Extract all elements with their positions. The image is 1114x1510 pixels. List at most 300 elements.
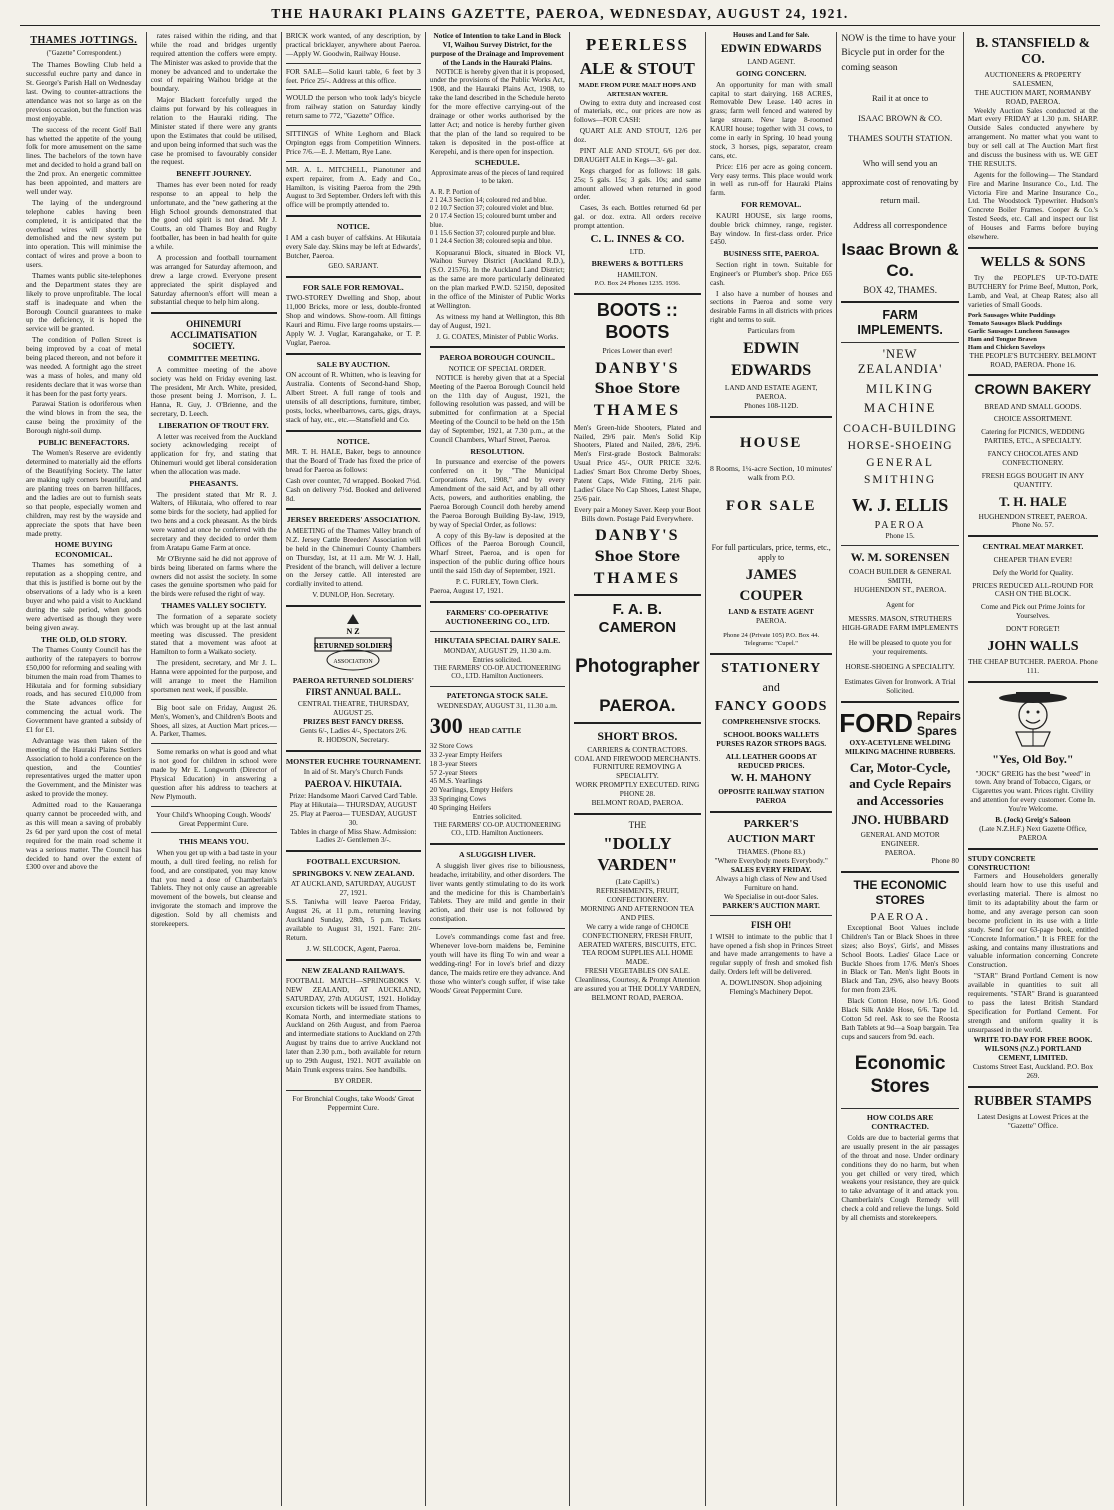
article-paragraph: The president stated that Mr R. J. Walters, of Hikutaia, who offered to rear some birds for the society, had applied for two hens and a cock pheasant. As the birds were wanted at once he conferred with the secretary and they decided to order them from Aratapu Game Farm at once.	[150, 489, 277, 552]
bicycle-address-label: Address all correspondence	[853, 219, 948, 230]
farmers-heading: FARMERS' CO-OPERATIVE AUCTIONEERING CO., LTD.	[445, 607, 550, 627]
divider	[286, 276, 421, 278]
particulars-label: Particulars from	[747, 326, 795, 336]
notice-signature: GEO. SARJANT.	[328, 262, 379, 271]
hubbard-line: PAEROA.	[884, 847, 916, 857]
euchre-heading: MONSTER EUCHRE TOURNAMENT.	[285, 756, 421, 766]
divider	[430, 631, 565, 632]
couper-location: PAEROA.	[756, 616, 787, 626]
dolly-varden-title: "DOLLY VARDEN"	[597, 833, 678, 874]
bakery-line: Catering for PICNICS, WEDDING PARTIES, ETC., A SPECIALTY.	[981, 427, 1085, 446]
article-paragraph: A committee meeting of the above society was held on Friday evening last. The president, Mr Arch. White, presided, those present being J. Morrison, J. L. Hanna, R. Guy, J. O'Brienne, and the secretary, D. Leech.	[150, 364, 277, 419]
notice-text: A MEETING of the Thames Valley branch of N.Z. Jersey Cattle Breeders' Association will be held in the Chinemuri County Chambers on Thursday, 1st, at 11 a.m. Mr W. J. Hall, President of the branch, will deliver a lecture on the Jersey cattle. All interested are cordially invited to attend.	[285, 525, 421, 589]
ford-logo: FORD	[839, 707, 913, 738]
article-paragraph: A letter was received from the Auckland society acknowledging receipt of application for fry, and stating that Ohinemuri would get liberal consideration when the allocation was made.	[150, 431, 277, 477]
house-title: HOUSE	[739, 434, 803, 451]
notice-text: ON account of R. Whitten, who is leaving for Australia. Contents of Second-hand Shop, Albert Street. A full range of tools and utensils of all descriptions, furniture, timber, posts, locks, wheelbarrows, carts, gigs, drays, stack of hay, etc., etc.—Stansfield and Co.	[285, 370, 421, 424]
car-repairs: Car, Motor-Cycle, and Cycle Repairs and Accessories	[849, 760, 952, 808]
classified-ad: BRICK work wanted, of any description, by practical bricklayer, anywhere about Paeroa.—Apply W. Goodwin, Railway House.	[285, 32, 421, 58]
divider	[968, 374, 1098, 376]
head-cattle-row	[430, 713, 565, 740]
article-paragraph: Thames wants public site-telephones and the Department states they are likely to prove unprofitable. The local staff is inadequate and when the Borough Council guarantees to make up the deficiency, it is hoped the service will be granted.	[26, 270, 142, 334]
danby-text: Men's Green-hide Shooters, Plated and Nailed, 29/6 pair. Men's Solid Kip Shooters, Plated and Nailed, 28/6, 29/6. Men's First-grade Bostock Balmorals: Usual Price 45/-, OUR PRICE 32/6. Ladies' Smart Box Chrome Derby Shoes, Patent Caps, Wide Fitting, 21/6 pair. Ladies' Glace No Cap Shoes, Latest Shape, 25/6 pair.	[573, 422, 701, 503]
column-1	[22, 32, 147, 1506]
column-8	[964, 32, 1102, 1506]
parker-line: PARKER'S AUCTION MART.	[722, 900, 820, 910]
divider	[286, 215, 421, 217]
ellis-location: PAEROA	[874, 520, 926, 532]
schedule-caption: Approximate areas of the pieces of land required to be taken.	[430, 169, 564, 186]
divider	[151, 806, 277, 807]
ford-spares: Spares	[916, 723, 957, 738]
notice-heading: NOTICE.	[336, 222, 370, 232]
notice-text: TWO-STOREY Dwelling and Shop, about 11,000 Bricks, more or less, double-fronted Shop and windows. Show-room. All fittings Kauri and Rimu. Five large rooms upstairs.—Apply W. J. Vuglar, Karangahake, or T. P. Vuglar, Paeroa.	[285, 293, 421, 347]
article-paragraph: Mr O'Brynne said he did not approve of birds being liberated on farms where the owners did not assist the society. In some cases the genuine sportsmen who paid for the birds were refused the right of way.	[150, 553, 277, 599]
column-6	[706, 32, 837, 1506]
wilsons-address: Customs Street East, Auckland. P.O. Box 269.	[972, 1062, 1094, 1080]
ford-line: OXY-ACETYLENE WELDING	[849, 738, 951, 748]
concrete-heading: STUDY CONCRETE CONSTRUCTION!	[967, 853, 1036, 872]
edwards-text: An opportunity for man with small capital to start dairying. 168 ACRES, Removable Dew Lease. 140 acres in grass; farm well fenced and watered by large stream. New large 8-roomed KAURI house; together with 31 cows, to come in early in Spring. 10 head young stock, 3 horses, pigs, separator, cream cans, etc.	[710, 79, 833, 160]
divider	[968, 247, 1098, 249]
divider	[710, 915, 832, 916]
innes-city: HAMILTON.	[617, 269, 658, 279]
divider	[286, 161, 421, 162]
stationery-line: COMPREHENSIVE STOCKS.	[721, 716, 821, 726]
article-paragraph: The formation of a separate society which was brought up at the last annual meeting was discussed. The president stated that a movement was afoot at Hamilton to form a Waikato society.	[150, 611, 277, 657]
verse-text: Love's commandings come fast and free. Whenever love-born maidens be, Feminine youth will have its fling To win and wear a wedding-ring! For in love's brief and dizzy dance, The maids retire ere they advance. And those who winter's cough suffer, if wise take Woods' Great Peppermint Cure.	[429, 932, 565, 995]
column-3	[282, 32, 426, 1506]
article-paragraph: Thames has ever been noted for ready response to an appeal to help the unfortunate, and the "new gathering at the High School grounds demonstrated that the good old spirit is not dead. Mr J. Coutts, an old Thames Boy and Rugby footballer, has been in bad health for quite a while.	[150, 179, 277, 252]
stock-item: 33 Springing Cows	[429, 794, 487, 804]
colds-heading: HOW COLDS ARE CONTRACTED.	[866, 1112, 934, 1132]
danby-subtitle: Shoe Store	[594, 381, 681, 398]
divider	[286, 430, 421, 432]
article-paragraph: The condition of Pollen Street is being improved by a coat of metal being placed thereon, and not before it was needed. A fortnight ago the street was a mass of holes, and many old residents declare that it was worse than it has been for the past forty years.	[26, 335, 142, 398]
witness-signature: J. G. COATES, Minister of Public Works.	[436, 331, 559, 341]
cameron-name: F. A. B. CAMERON	[598, 600, 677, 636]
euchre-line: Tables in charge of Miss Shaw. Admission: Ladies 2/- Gentlemen 3/-.	[290, 826, 417, 845]
edwards-subtitle: LAND AGENT.	[747, 57, 796, 67]
peerless-title: PEERLESS	[585, 35, 689, 54]
concrete-cta: WRITE TO-DAY FOR FREE BOOK.	[973, 1035, 1093, 1045]
dolly-varden-line: MORNING AND AFTERNOON TEA AND PIES.	[580, 904, 695, 922]
classified-ad: SITTINGS of White Leghorn and Black Orpington eggs from Competition Winners. Price 7/6.—E. J. Mettam, Rye Lane.	[285, 129, 421, 156]
schedule-row: 0 1 15.6 Section 37; coloured purple and blue.	[429, 229, 556, 237]
stationery-line: SCHOOL BOOKS WALLETS PURSES RAZOR STROPS BAGS.	[716, 729, 827, 748]
resolution-date: Paeroa, August 17, 1921.	[429, 585, 504, 595]
mahony-name: W. H. MAHONY	[730, 772, 812, 785]
resolution-signature: P. C. FURLEY, Town Clerk.	[455, 577, 539, 586]
walls-line: THE CHEAP BUTCHER. PAEROA. Phone 111.	[968, 657, 1098, 675]
schedule-row: 0 2 10.7 Section 37; coloured violet and blue.	[429, 205, 554, 213]
notice-text: I AM a cash buyer of calfskins. At Hikutaia every Sale day. Skins may be left at Edwards', Butcher, Paeroa.	[285, 232, 421, 260]
farm-implements-title: FARM IMPLEMENTS.	[857, 307, 943, 337]
article-paragraph: Major Blackett forcefully urged the claims put forward by his colleagues in relation to the Hauraki riding. The Minister stated if there were any grants upon the Estimates that could be utilised, and upon being informed that such was the case he promised to favourably consider the request.	[150, 95, 277, 167]
hubbard-name: JNO. HUBBARD	[851, 811, 949, 827]
isaac-brown-box: BOX 42, THAMES.	[863, 284, 938, 295]
divider	[841, 871, 959, 873]
article-paragraph: rates raised within the riding, and that while the road and bridges urgently required attention the coffers were empty. The Minister was asked to provide that the money be advanced and to undertake the cost of repairing Waihou bridge at the boundary.	[150, 32, 277, 94]
thames-south: THAMES SOUTH STATION.	[847, 133, 953, 144]
couper-intro: For full particulars, price, terms, etc., apply to	[711, 543, 831, 562]
short-bros-line: COAL AND FIREWOOD MERCHANTS.	[574, 753, 701, 763]
business-text: I also have a number of houses and sections in Paeroa and some very desirable Farms in all districts with prices right and terms to suit.	[710, 288, 833, 325]
isaac-brown-logo: Isaac Brown & Co.	[841, 240, 959, 280]
removal-text: KAURI HOUSE, six large rooms, double brick chimney, range, register. Bay window. In first-class order. Price £450.	[710, 210, 833, 247]
economic-text: Exceptional Boot Values include Children's Tan or Black Shoes in three sizes; also Boys', Girls', and Misses School Boots. Ladies' Glace Lace or Buckle Shoes from 17/6. Men's Shoes in Black or Tan. Men's light Boots in Black and Tan, 29/6, also heavy Boots for men from 23/6.	[841, 923, 959, 995]
couper-name-2: COUPER	[739, 588, 803, 605]
divider	[286, 63, 421, 64]
football-text: S.S. Taniwha will leave Paeroa Friday, August 26, at 11 p.m., returning leaving Auckland Sunday, 28th, 5 p.m. Tickets available to August 31, 1921. Fare: 20/- Return.	[285, 897, 421, 942]
divider	[841, 545, 959, 546]
meat-line: Defy the World for Quality.	[992, 567, 1074, 577]
euchre-line: Prize: Handsome Maori Carved Card Table.	[289, 791, 418, 801]
zealandia-title: 'NEW ZEALANDIA'	[857, 347, 943, 377]
dolly-varden-line: REFRESHMENTS, FRUIT, CONFECTIONERY.	[596, 886, 679, 905]
thames-jottings-title: THAMES JOTTINGS.	[30, 35, 138, 46]
article-paragraph: Parawai Station is odoriferous when the wind blows in from the sea, the cause being the proximity of the Borough night-soil dump.	[26, 399, 142, 436]
classified-ad: FOR SALE—Solid kauri table, 6 feet by 3 feet. Price 25/-. Address at this office.	[285, 66, 421, 85]
ball-signature: R. HODSON, Secretary.	[317, 734, 390, 744]
edwards-agent: LAND AND ESTATE AGENT, PAEROA.	[724, 382, 818, 401]
article-paragraph: Big boot sale on Friday, August 26. Men's, Women's, and Children's Boots and Shoes, all sizes, at Auction Mart prices.—A. Parker, Thames.	[150, 702, 277, 739]
divider	[151, 832, 277, 833]
patetonga-heading: PATETONGA STOCK SALE.	[446, 690, 548, 700]
notice-heading: NOTICE.	[336, 436, 370, 446]
danby-subtitle-2: Shoe Store	[594, 548, 681, 565]
stock-item: 32 Store Cows	[429, 740, 473, 750]
hubbard-line: GENERAL AND MOTOR ENGINEER.	[860, 829, 940, 848]
article-paragraph: When you get up with a bad taste in your mouth, a dull tired feeling, no relish for food, and are constipated, you may know that you need a dose of Chamberlain's Tablets. They not only cause an agreeable movement of the bowels, but cleanse and invigorate the stomach and improve the digestion. Sold by all chemists and storekeepers.	[150, 847, 277, 929]
parker-line: "Where Everybody meets Everybody."	[714, 856, 828, 866]
column-7	[837, 32, 964, 1506]
innes-trade: BREWERS & BOTTLERS	[591, 259, 684, 269]
divider	[430, 601, 565, 603]
innes-contact: P.O. Box 24 Phones 1235. 1936.	[594, 279, 681, 287]
emblem-top-text: N Z	[346, 626, 360, 636]
parker-subtitle: AUCTION MART	[727, 833, 816, 846]
parker-line: We Specialise in out-door Sales.	[723, 891, 819, 901]
football-heading: FOOTBALL EXCURSION.	[306, 857, 401, 867]
stock-signature: THE FARMERS' CO-OP. AUCTIONEERING CO., LTD. Hamilton Auctioneers.	[433, 821, 561, 838]
crown-icon	[347, 614, 359, 624]
short-bros-line: WORK PROMPTLY EXECUTED. RING PHONE 28.	[575, 780, 700, 799]
edwards-phones: Phones 108-112D.	[744, 400, 799, 410]
patetonga-date: WEDNESDAY, AUGUST 31, 11.30 a.m.	[436, 701, 558, 711]
emblem-bottom-text: ASSOCIATION	[333, 658, 373, 665]
ford-words	[917, 709, 961, 738]
divider	[286, 125, 421, 126]
ball-line: PRIZES BEST FANCY DRESS.	[303, 717, 404, 726]
meat-line: PRICES REDUCED ALL-ROUND FOR CASH ON THE BLOCK.	[972, 580, 1094, 599]
land-notice-title: Notice of Intention to take Land in Block VI, Waihou Survey District, for the purpose of the Drainage and Improvement of the Lands in the Hauraki Plains.	[430, 32, 564, 67]
couper-contact: Phone 24 (Private 105) P.O. Box 44. Telegrams: "Cupel."	[723, 632, 820, 648]
wells-title: WELLS & SONS	[980, 254, 1086, 270]
boots-tagline: Prices Lower than ever!	[602, 345, 673, 355]
innes-ltd: LTD.	[629, 247, 646, 257]
house-description: 8 Rooms, 1¼-acre Section, 10 minutes' walk from P.O.	[710, 463, 833, 483]
fish-text: I WISH to intimate to the public that I have opened a fish shop in Princes Street and have made arrangements to have a regular supply of fresh and smoked fish daily. Orders left will be delivered.	[710, 931, 833, 977]
divider	[286, 959, 421, 961]
stock-item: 18 3-year Steers	[429, 758, 478, 768]
society-title: OHINEMURI ACCLIMATISATION SOCIETY.	[170, 319, 258, 352]
column-2	[147, 32, 282, 1506]
wells-list: Pork Sausages White Puddings Tomato Sausages Black Puddings Garlic Sausages Luncheon Sausages Ham and Tongue Brawn Ham and Chicken Saveloys	[967, 311, 1070, 351]
borough-subheading: NOTICE OF SPECIAL ORDER.	[448, 363, 546, 373]
danby-text: Every pair a Money Saver. Keep your Boot Bills down. Postage Paid Everywhere.	[574, 504, 701, 523]
removal-heading: FOR REMOVAL.	[741, 200, 802, 210]
hubbard-phone: Phone 80	[931, 856, 959, 866]
column-4	[426, 32, 570, 1506]
article-paragraph: The laying of the underground telephone cables having been completed, it is anticipated that the overhead wires will shortly be demolished and the new system put into operation. This will minimise the contact of wires and prove a boon to users.	[26, 197, 142, 270]
parker-line: Always a high class of New and Used Furniture on hand.	[715, 874, 827, 892]
subheading: HOME BUYING ECONOMICAL.	[54, 540, 113, 559]
divider	[286, 353, 421, 355]
ball-line: Gents 6/-, Ladies 4/-, Spectators 2/6.	[299, 725, 407, 735]
divider	[710, 811, 832, 813]
article-paragraph: The president, secretary, and Mr J. L. Hanna were appointed for the purpose, and will arrange to meet the Hamilton sportsmen next week, if possible.	[150, 658, 277, 694]
business-heading: BUSINESS SITE, PAEROA.	[723, 249, 819, 259]
wells-address: THE PEOPLE'S BUTCHERY. BELMONT ROAD, PAEROA. Phone 16.	[969, 350, 1097, 369]
dairy-sale-entries: Entries solicited.	[472, 655, 522, 665]
schedule-row: 2 1 24.3 Section 14; coloured red and blue.	[429, 196, 547, 204]
head-cattle-count: 300	[429, 713, 463, 739]
colds-text: Colds are due to bacterial germs that are usually present in the air passages of the throat and nose. Under ordinary conditions they do no harm, but when you get chilled or very tired, which weakens your resistance, they are quick to take advantage of it and attack you. Chamberlain's Cough Remedy will check a cold and relieve the lungs. Sold by all chemists and storekeepers.	[841, 1132, 959, 1222]
stock-list	[430, 742, 565, 813]
dairy-sale-date: MONDAY, AUGUST 29, 11.30 a.m.	[443, 646, 551, 656]
meat-line: Come and Pick out Prime Joints for Yourselves.	[980, 602, 1086, 621]
article-paragraph: Thames has something of a reputation as a shopping centre, and that this is justified is borne out by the observations of a lady who is a keen buyer and who paid a visit to Auckland during the sale period, when goods were advertised as though they were being given away.	[26, 560, 142, 632]
danby-title-2: DANBY'S	[595, 527, 680, 545]
emblem-banner-text: RETURNED SOLDIERS	[314, 641, 393, 650]
liver-text: A sluggish liver gives rise to biliousness, headache, irritability, and other disorders. The liver wants gently stimulating to do its work and the medicine for this is Chamberlain's Tablets. They are mild and gentle in their action, and their use is not followed by constipation.	[429, 860, 565, 924]
notice-signature: V. DUNLOP, Hon. Secretary.	[312, 591, 395, 600]
subheading: THIS MEANS YOU.	[178, 837, 249, 847]
divider	[286, 1090, 421, 1091]
fish-signature: A. DOWLINSON. Shop adjoining Fleming's Machinery Depot.	[720, 978, 822, 996]
economic-location: PAEROA.	[870, 910, 930, 923]
couper-agent: LAND & ESTATE AGENT	[728, 607, 814, 617]
ellis-phone: Phone 15.	[885, 531, 915, 541]
edwards-name-2: EDWARDS	[731, 362, 812, 380]
cameron-title: Photographer	[575, 656, 700, 678]
resolution-text: A copy of this By-law is deposited at the Offices of the Paeroa Borough Council, Wharf Street, Paeroa, and is open for inspection of the public during office hours until the said 15th day of September, 1921.	[429, 530, 565, 576]
economic-title: THE ECONOMIC STORES	[853, 878, 947, 907]
short-bros-line: BELMONT ROAD, PAEROA.	[591, 798, 684, 807]
walls-name: JOHN WALLS	[987, 639, 1079, 655]
divider	[286, 605, 421, 607]
meat-line: DON'T FORGET!	[1005, 624, 1060, 634]
classified-ad: MR. A. L. MITCHELL, Pianotuner and expert repairer, from A. Eady and Co., Hamilton, is visiting Paeroa from the 29th August to 3rd September. Orders left with this office will be promptly attended to.	[285, 164, 421, 210]
danby-title: DANBY'S	[595, 359, 680, 377]
mahony-address: OPPOSITE RAILWAY STATION PAEROA	[718, 786, 825, 805]
classified-ad: WOULD the person who took lady's bicycle from railway station on Saturday kindly return same to 772, "Gazette" Office.	[285, 93, 421, 121]
football-line: SPRINGBOKS V. NEW ZEALAND.	[292, 868, 415, 878]
notice-text: Cash over counter, 7d wrapped. Booked 7½d. Cash on delivery 7½d. Booked and delivered 8d.	[285, 475, 421, 503]
smithing-line: SMITHING	[863, 474, 937, 487]
old-boy-title: "Yes, Old Boy."	[992, 751, 1074, 766]
hale-line: Phone No. 57.	[1012, 520, 1054, 530]
article-paragraph: Your Child's Whooping Cough. Woods' Great Peppermint Cure.	[156, 809, 272, 828]
short-bros-line: CARRIERS & CONTRACTORS.	[587, 744, 688, 754]
masthead-title: THE HAURAKI PLAINS GAZETTE, PAEROA, WEDNESDAY, AUGUST 24, 1921.	[271, 6, 849, 21]
old-boy-text: "JOCK" GREIG has the best "weed" in town. Any brand of Tobacco, Cigars, or Cigarettes you want. Prices right. Civility and attention for every customer. Come In. You're Welcome.	[970, 768, 1096, 814]
divider	[286, 850, 421, 852]
article-paragraph: The Thames County Council has the authority of the ratepayers to borrow £50,000 for reforming and sealing with bitumen the main road from Thames to Hikutaia and for forming subsidiary roads, and has secured £10,000 from the State advances office for commencing the actual work. The Government have granted a subsidy of £1 for £1.	[26, 645, 142, 735]
bicycle-rail: Rail it at once to	[872, 92, 929, 103]
article-paragraph: Some remarks on what is good and what is not good for children in school were made by Mr E. Longworth (Director of Physical Education) in answering a question after his address to teachers at New Plymouth.	[150, 747, 277, 801]
resolution-heading: RESOLUTION.	[470, 446, 525, 456]
borough-text: NOTICE is hereby given that at a Special Meeting of the Paeroa Borough Council held on the 11th day of August, 1921, the following resolution was passed, and will be submitted for confirmation at a Special Meeting of the Council to be held on the 15th day of September, 1921, at 7.30 p.m., at the Council Chambers, Wharf Street, Paeroa.	[429, 372, 565, 445]
short-bros-title: SHORT BROS.	[597, 729, 678, 744]
sorensen-line: HORSE-SHOEING A SPECIALITY.	[845, 662, 955, 672]
short-bros-line: FURNITURE REMOVING A SPECIALITY.	[593, 762, 682, 781]
divider	[968, 848, 1098, 850]
stansfield-line: THE AUCTION MART, NORMANBY ROAD, PAEROA.	[974, 87, 1092, 106]
divider	[968, 535, 1098, 537]
ball-line: CENTRAL THEATRE, THURSDAY, AUGUST 25.	[297, 699, 409, 718]
schedule-text: Kopuaranui Block, situated in Block VI, Waihou Survey District (Auckland R.D.), (S.O. 21576). In the Auckland Land District; as the same are more particularly delineated on the plan marked P.W.D. 52150, deposited in the office of the Minister of Public Works at Wellington.	[429, 247, 565, 310]
divider	[968, 681, 1098, 683]
borough-heading: PAEROA BOROUGH COUNCIL.	[439, 353, 555, 363]
rubber-stamps-text: Latest Designs at Lowest Prices at the "Gazette" Office.	[977, 1111, 1089, 1130]
wells-text: Try the PEOPLE'S UP-TO-DATE BUTCHERY for Prime Beef, Mutton, Pork, Lamb, and Veal, at Cheap Rates; also all varieties of Small Goods.	[967, 272, 1098, 309]
dairy-sale-signature: THE FARMERS' CO-OP. AUCTIONEERING CO., LTD. Hamilton Auctioneers.	[433, 665, 561, 681]
divider	[841, 701, 959, 703]
stansfield-text: Weekly Auction Sales conducted at the Mart every FRIDAY at 1.30 p.m. SHARP. Outside Sales conducted anywhere by arrangement. No matter what you want to buy or sell call at The Auction Mart first and discuss the business with us. WE GET THE RESULTS.	[967, 105, 1098, 168]
stansfield-text: Agents for the following— The Standard Fire and Marine Insurance Co., Ltd. The Victoria Fire and Marine Insurance Co., Ltd. The Woodstock Typewriter. Hudson's Concrete Boiler Frames. Cooper & Co.'s Tested Seeds, etc. Call and inspect our list of Houses and Farms before buying elsewhere.	[967, 169, 1098, 241]
dolly-varden-line: FRESH VEGETABLES ON SALE.	[584, 966, 690, 976]
divider	[841, 342, 959, 343]
liver-heading: A SLUGGISH LIVER.	[459, 850, 536, 860]
divider	[574, 722, 701, 724]
dolly-varden-line: (Late Capill's.)	[615, 877, 660, 887]
railways-text: FOOTBALL MATCH—SPRINGBOKS V. NEW ZEALAND, AT AUCKLAND, SATURDAY, 27th AUGUST, 1921. Holiday excursion tickets will be issued from Thames, Komata North, and intermediate stations to Auckland on 26th August, and from Paeroa and intermediate stations to Auckland on 27th August by trains due to arrive Auckland not later than 2.30 p.m., both available for return up to 29th August, 1921. NOT available on Main Trunk express trains. See handbills.	[285, 976, 421, 1074]
houses-heading: Houses and Land for Sale.	[733, 32, 810, 39]
subheading: PHEASANTS.	[189, 479, 239, 489]
subheading: BENEFIT JOURNEY.	[176, 169, 252, 179]
economic-text: Black Cotton Hose, now 1/6. Good Black Silk Ankle Hose, 6/6. Tape 1d. Cotton 5d reel. Ask to see the Roosta Bath Tablets at 9d—a Soap bargain. Tea cups and saucers from 9d. each.	[841, 996, 959, 1041]
bakery-line: FRESH EGGS BOUGHT IN ANY QUANTITY.	[981, 470, 1085, 489]
schedule-table	[430, 189, 565, 247]
article-paragraph: Admitted road to the Kauaeranga quarry cannot be proceeded with, and as this will mean a saving of probably 2s 6d per yard upon the cost of metal required for the main road scheme it was a serious matter. The Council has decided to hand over the extent of £300 over and above the	[26, 800, 142, 872]
ellis-name: W. J. ELLIS	[851, 495, 949, 516]
divider	[151, 743, 277, 744]
article-paragraph: The Women's Reserve are evidently determined to materially aid the efforts of the Beautifying Society. The latter are making ugly corners beautiful, and are planting trees on barren hillfaces, and the ladies are out to furnish seats so that people, especially women and children, may rest by the wayside and appreciate the spots that have been made pretty.	[26, 448, 142, 538]
boots-title: BOOTS :: BOOTS	[596, 299, 678, 342]
innes-title: C. L. INNES & CO.	[590, 233, 685, 245]
peerless-text: Cases, 3s each. Bottles returned 6d per gal. or doz. extra. All orders receive prompt attention.	[573, 203, 701, 231]
sorensen-line: Agent for	[886, 599, 915, 609]
sorensen-line: He will be pleased to quote you for your requirements.	[848, 638, 952, 657]
returned-soldiers-emblem	[312, 612, 394, 672]
divider	[968, 1086, 1098, 1088]
parker-line: THAMES. (Phone 83.)	[737, 847, 806, 857]
stock-item: 57 2-year Steers	[429, 767, 478, 777]
dolly-varden-line: TEA ROOM SUPPLIES ALL HOME MADE.	[581, 948, 693, 967]
bakery-line: CHOICE ASSORTMENT.	[993, 414, 1072, 424]
wilsons-name: WILSONS (N.Z.) PORTLAND CEMENT, LIMITED.	[984, 1044, 1082, 1063]
notice-text: MR. T. H. HALE, Baker, begs to announce that the Board of Trade has fixed the price of bread for Paeroa as follows:	[285, 447, 421, 474]
divider	[710, 416, 832, 418]
edwards-heading: GOING CONCERN.	[736, 69, 807, 79]
railways-heading: NEW ZEALAND RAILWAYS.	[301, 965, 405, 975]
parker-title: PARKER'S	[743, 817, 799, 830]
notice-heading: JERSEY BREEDERS' ASSOCIATION.	[286, 515, 420, 525]
schedule-row: 0 1 24.4 Section 38; coloured sepia and blue.	[429, 238, 553, 246]
fish-heading: FISH OH!	[751, 919, 792, 930]
stock-item: 33 2-year Empty Heifers	[429, 749, 503, 759]
sorensen-line: HUGHENDON ST., PAEROA.	[853, 584, 947, 594]
danby-location-2: THAMES	[593, 570, 682, 588]
article-paragraph: A procession and football tournament was arranged for Saturday afternoon, and drew a large crowd. Everyone present appreciated the spirit displayed and Saturday afternoon's effort will mean a substantial cheque to help him along.	[150, 252, 277, 307]
byline: ("Gazette" Correspondent.)	[46, 50, 121, 58]
article-paragraph: The Thames Bowling Club held a successful euchre party and dance in St. George's Parish Hall on Wednesday last. Owing to counter-attractions the attendance was not so large as on the previous occasion, but the function was most enjoyable.	[26, 60, 142, 123]
hale-name: T. H. HALE	[999, 493, 1067, 509]
ford-line: MILKING MACHINE RUBBERS.	[845, 747, 956, 757]
divider	[286, 750, 421, 752]
divider	[286, 89, 421, 90]
euchre-line: Play at Hikutaia— THURSDAY, AUGUST 25. Play at Paeroa— TUESDAY, AUGUST 30.	[289, 799, 417, 827]
divider	[574, 813, 701, 815]
edwards-title: EDWIN EDWARDS	[720, 43, 822, 56]
stock-item: 45 M.S. Yearlings	[429, 776, 483, 786]
stationery-line: ALL LEATHER GOODS AT REDUCED PRICES.	[725, 751, 817, 770]
sorensen-name: W. M. SORENSEN	[850, 550, 950, 565]
hale-line: HUGHENDON STREET, PAEROA.	[978, 511, 1088, 521]
concrete-text: Farmers and Householders generally should learn how to use this useful and everlasting material. There is almost no limit to its adaptability about the farm or home, and any average person can soon become proficient in its use with a little study. Send for our 63-page book, entitled "Concrete Information." It is FREE for the asking, and contains many illustrations and valuable information concerning Concrete Construction.	[967, 871, 1098, 970]
bicycle-text: Who will send you an approximate cost of renovating by return mail.	[841, 157, 959, 206]
parker-line: SALES EVERY FRIDAY.	[730, 865, 812, 875]
smithing-line: GENERAL	[866, 457, 934, 470]
bakery-line: FANCY CHOCOLATES AND CONFECTIONERY.	[987, 449, 1079, 467]
ball-line: FIRST ANNUAL BALL.	[305, 687, 401, 698]
meat-line: CHEAPER THAN EVER!	[993, 554, 1073, 564]
divider	[286, 508, 421, 510]
edwards-name-1: EDWIN	[743, 339, 800, 357]
bicycle-headline: NOW is the time to have your Bicycle put in order for the coming season	[841, 34, 956, 73]
for-sale-title: FOR SALE	[725, 497, 817, 514]
stock-entries: Entries solicited.	[472, 811, 522, 821]
head-cattle-label: HEAD CATTLE	[468, 726, 522, 736]
sorensen-line: Estimates Given for Ironwork. A Trial Solicited.	[844, 676, 956, 695]
zealandia-line: MACHINE	[863, 400, 937, 415]
dolly-varden-the: THE	[628, 819, 647, 830]
edwards-text: Price: £16 per acre as going concern. Very easy terms. This place would work in well as run-off for Hauraki Plains farm.	[710, 161, 833, 198]
divider	[841, 301, 959, 303]
cameron-location: PAEROA.	[599, 696, 676, 716]
divider	[430, 928, 565, 929]
smithing-line: COACH-BUILDING	[843, 423, 957, 436]
sorensen-line: MESSRS. MASON, STRUTHERS HIGH-GRADE FARM IMPLEMENTS	[842, 614, 959, 633]
bakery-line: BREAD AND SMALL GOODS.	[984, 401, 1082, 411]
ball-line: PAEROA RETURNED SOLDIERS'	[292, 675, 414, 685]
ford-banner	[841, 708, 959, 740]
stock-item: 20 Yearlings, Empty Heifers	[429, 785, 513, 795]
peerless-subtitle: ALE & STOUT	[579, 58, 695, 78]
witness-text: As witness my hand at Wellington, this 8th day of August, 1921.	[429, 311, 565, 330]
stansfield-title: B. STANSFIELD & CO.	[975, 35, 1090, 67]
fancy-goods-title: FANCY GOODS	[714, 698, 828, 714]
divider	[430, 686, 565, 687]
dolly-varden-line: We carry a wide range of CHOICE CONFECTIONERY, FRESH FRUIT, AERATED WATERS, BISCUITS, ETC.	[578, 921, 697, 949]
stationery-title: STATIONERY	[721, 661, 822, 677]
divider	[841, 1108, 959, 1109]
column-5	[570, 32, 706, 1506]
meat-market-title: CENTRAL MEAT MARKET.	[982, 542, 1084, 552]
stationery-and: and	[762, 680, 780, 695]
